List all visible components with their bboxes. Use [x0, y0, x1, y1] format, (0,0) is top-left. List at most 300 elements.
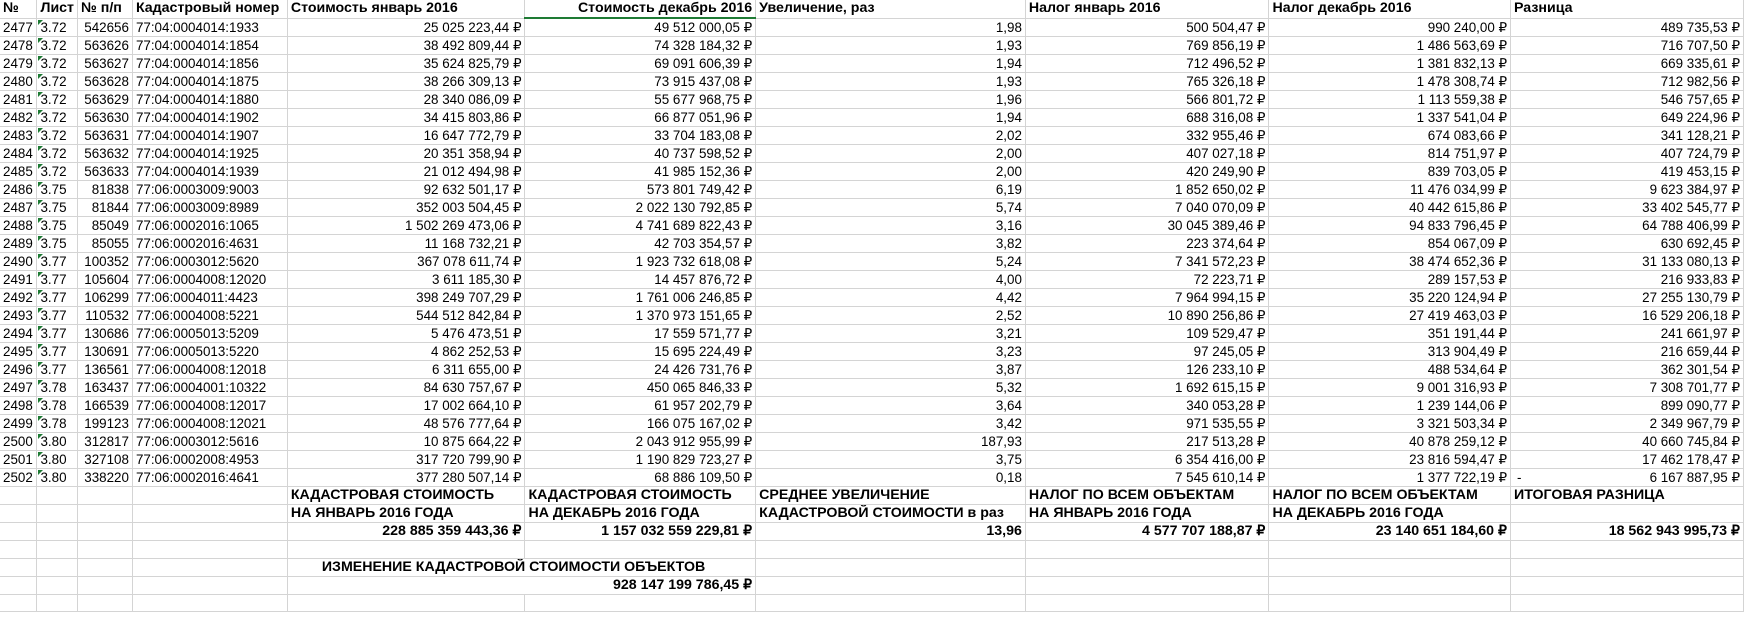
table-cell[interactable]: 126 233,10 ₽ [1025, 361, 1269, 379]
table-cell[interactable]: 77:06:0004008:5221 [132, 307, 287, 325]
table-cell[interactable]: 27 255 130,79 ₽ [1511, 289, 1744, 307]
table-cell[interactable]: 3.77 [37, 325, 78, 343]
table-cell[interactable]: 40 442 615,86 ₽ [1269, 199, 1511, 217]
table-cell[interactable]: 3,87 [756, 361, 1026, 379]
table-cell[interactable]: 55 677 968,75 ₽ [525, 91, 756, 109]
empty-cell[interactable] [78, 541, 133, 559]
table-cell[interactable]: 500 504,47 ₽ [1025, 18, 1269, 37]
empty-cell[interactable] [78, 576, 133, 594]
table-cell[interactable]: 3.78 [37, 415, 78, 433]
table-cell[interactable]: 3.72 [37, 163, 78, 181]
table-cell[interactable]: 327108 [78, 451, 133, 469]
table-cell[interactable]: 6 354 416,00 ₽ [1025, 451, 1269, 469]
empty-cell[interactable] [525, 594, 756, 612]
table-cell[interactable]: 77:06:0005013:5209 [132, 325, 287, 343]
change-label[interactable]: ИЗМЕНЕНИЕ КАДАСТРОВОЙ СТОИМОСТИ ОБЪЕКТОВ [287, 558, 755, 576]
table-cell[interactable]: 3.77 [37, 253, 78, 271]
summary-value[interactable]: 228 885 359 443,36 ₽ [287, 523, 525, 541]
header-cell[interactable]: Разница [1511, 0, 1744, 18]
table-cell[interactable]: 1 923 732 618,08 ₽ [525, 253, 756, 271]
empty-cell[interactable] [756, 594, 1026, 612]
table-cell[interactable]: 77:04:0004014:1907 [132, 127, 287, 145]
summary-value[interactable]: 13,96 [756, 523, 1026, 541]
table-cell[interactable]: 712 982,56 ₽ [1511, 73, 1744, 91]
table-cell[interactable] [1511, 469, 1744, 487]
table-cell[interactable]: 542656 [78, 18, 133, 37]
table-cell[interactable]: 649 224,96 ₽ [1511, 109, 1744, 127]
table-cell[interactable]: 4 741 689 822,43 ₽ [525, 217, 756, 235]
table-cell[interactable]: 3.72 [37, 37, 78, 55]
table-cell[interactable]: 3.77 [37, 307, 78, 325]
empty-cell[interactable] [37, 523, 78, 541]
summary-value[interactable]: 23 140 651 184,60 ₽ [1269, 523, 1511, 541]
table-cell[interactable]: 11 168 732,21 ₽ [287, 235, 525, 253]
table-cell[interactable]: 33 704 183,08 ₽ [525, 127, 756, 145]
table-cell[interactable]: 25 025 223,44 ₽ [287, 18, 525, 37]
table-cell[interactable]: 66 877 051,96 ₽ [525, 109, 756, 127]
empty-cell[interactable] [37, 558, 78, 576]
table-cell[interactable]: 2492 [0, 289, 37, 307]
table-cell[interactable]: 4,00 [756, 271, 1026, 289]
table-cell[interactable]: 21 012 494,98 ₽ [287, 163, 525, 181]
summary-label[interactable]: НА ЯНВАРЬ 2016 ГОДА [1025, 505, 1269, 523]
empty-cell[interactable] [78, 523, 133, 541]
table-cell[interactable]: 2,52 [756, 307, 1026, 325]
table-cell[interactable]: 14 457 876,72 ₽ [525, 271, 756, 289]
empty-cell[interactable] [287, 594, 525, 612]
empty-cell[interactable] [132, 505, 287, 523]
table-cell[interactable]: 41 985 152,36 ₽ [525, 163, 756, 181]
table-cell[interactable]: 73 915 437,08 ₽ [525, 73, 756, 91]
table-cell[interactable]: 1 761 006 246,85 ₽ [525, 289, 756, 307]
table-cell[interactable]: 489 735,53 ₽ [1511, 18, 1744, 37]
table-cell[interactable]: 64 788 406,99 ₽ [1511, 217, 1744, 235]
table-cell[interactable]: 2483 [0, 127, 37, 145]
table-cell[interactable]: 2495 [0, 343, 37, 361]
table-cell[interactable]: 100352 [78, 253, 133, 271]
table-cell[interactable]: 109 529,47 ₽ [1025, 325, 1269, 343]
table-cell[interactable]: 17 462 178,47 ₽ [1511, 451, 1744, 469]
table-cell[interactable]: 217 513,28 ₽ [1025, 433, 1269, 451]
table-cell[interactable]: 899 090,77 ₽ [1511, 397, 1744, 415]
table-cell[interactable]: 2479 [0, 55, 37, 73]
table-cell[interactable]: 2496 [0, 361, 37, 379]
table-cell[interactable]: 77:06:0003009:8989 [132, 199, 287, 217]
table-cell[interactable]: 40 737 598,52 ₽ [525, 145, 756, 163]
summary-label[interactable]: НА ДЕКАБРЬ 2016 ГОДА [525, 505, 756, 523]
table-cell[interactable]: 2484 [0, 145, 37, 163]
table-cell[interactable]: 2 349 967,79 ₽ [1511, 415, 1744, 433]
header-cell[interactable]: Стоимость январь 2016 [287, 0, 525, 18]
table-cell[interactable]: 716 707,50 ₽ [1511, 37, 1744, 55]
summary-value[interactable]: 4 577 707 188,87 ₽ [1025, 523, 1269, 541]
empty-cell[interactable] [1511, 558, 1744, 576]
table-cell[interactable]: 563631 [78, 127, 133, 145]
table-cell[interactable]: 313 904,49 ₽ [1269, 343, 1511, 361]
table-cell[interactable]: 5,24 [756, 253, 1026, 271]
table-cell[interactable]: 3.72 [37, 55, 78, 73]
table-cell[interactable]: 68 886 109,50 ₽ [525, 469, 756, 487]
table-cell[interactable]: 1,94 [756, 109, 1026, 127]
header-cell[interactable]: Налог декабрь 2016 [1269, 0, 1511, 18]
table-cell[interactable]: 1,93 [756, 37, 1026, 55]
table-cell[interactable]: 9 001 316,93 ₽ [1269, 379, 1511, 397]
empty-cell[interactable] [0, 541, 37, 559]
table-cell[interactable]: 3.72 [37, 109, 78, 127]
table-cell[interactable]: 81844 [78, 199, 133, 217]
table-cell[interactable]: 407 027,18 ₽ [1025, 145, 1269, 163]
table-cell[interactable]: 27 419 463,03 ₽ [1269, 307, 1511, 325]
table-cell[interactable]: 3.77 [37, 271, 78, 289]
table-cell[interactable]: 6 311 655,00 ₽ [287, 361, 525, 379]
table-cell[interactable]: 1 692 615,15 ₽ [1025, 379, 1269, 397]
header-cell[interactable]: Лист [37, 0, 78, 18]
header-cell[interactable]: Стоимость декабрь 2016 [525, 0, 756, 18]
table-cell[interactable]: 17 002 664,10 ₽ [287, 397, 525, 415]
table-cell[interactable]: 77:06:0004008:12021 [132, 415, 287, 433]
table-cell[interactable]: 38 266 309,13 ₽ [287, 73, 525, 91]
table-cell[interactable]: 450 065 846,33 ₽ [525, 379, 756, 397]
table-cell[interactable]: 2482 [0, 109, 37, 127]
table-cell[interactable]: 7 040 070,09 ₽ [1025, 199, 1269, 217]
table-cell[interactable]: 1 337 541,04 ₽ [1269, 109, 1511, 127]
table-cell[interactable]: 77:04:0004014:1856 [132, 55, 287, 73]
summary-value[interactable]: 18 562 943 995,73 ₽ [1511, 523, 1744, 541]
table-cell[interactable]: 2489 [0, 235, 37, 253]
table-cell[interactable]: 23 816 594,47 ₽ [1269, 451, 1511, 469]
table-cell[interactable]: 10 890 256,86 ₽ [1025, 307, 1269, 325]
table-cell[interactable]: 5,74 [756, 199, 1026, 217]
table-cell[interactable]: 77:06:0004008:12020 [132, 271, 287, 289]
table-cell[interactable]: 49 512 000,05 ₽ [525, 18, 756, 37]
table-cell[interactable]: 85055 [78, 235, 133, 253]
empty-cell[interactable] [132, 558, 287, 576]
table-cell[interactable]: 289 157,53 ₽ [1269, 271, 1511, 289]
empty-cell[interactable] [1025, 558, 1269, 576]
table-cell[interactable]: 106299 [78, 289, 133, 307]
empty-cell[interactable] [525, 541, 756, 559]
summary-label[interactable]: ИТОГОВАЯ РАЗНИЦА [1511, 487, 1744, 505]
table-cell[interactable]: 2 022 130 792,85 ₽ [525, 199, 756, 217]
table-cell[interactable]: 77:06:0002016:4641 [132, 469, 287, 487]
empty-cell[interactable] [37, 505, 78, 523]
table-cell[interactable]: 130686 [78, 325, 133, 343]
table-cell[interactable]: 563632 [78, 145, 133, 163]
table-cell[interactable]: 2501 [0, 451, 37, 469]
empty-cell[interactable] [1269, 558, 1511, 576]
table-cell[interactable]: 38 474 652,36 ₽ [1269, 253, 1511, 271]
table-cell[interactable]: 2,00 [756, 145, 1026, 163]
empty-cell[interactable] [756, 576, 1026, 594]
table-cell[interactable]: 77:04:0004014:1933 [132, 18, 287, 37]
table-cell[interactable]: 77:04:0004014:1925 [132, 145, 287, 163]
summary-label[interactable]: НА ДЕКАБРЬ 2016 ГОДА [1269, 505, 1511, 523]
table-cell[interactable]: 419 453,15 ₽ [1511, 163, 1744, 181]
table-cell[interactable]: 332 955,46 ₽ [1025, 127, 1269, 145]
table-cell[interactable]: 7 308 701,77 ₽ [1511, 379, 1744, 397]
table-cell[interactable]: 367 078 611,74 ₽ [287, 253, 525, 271]
table-cell[interactable]: 352 003 504,45 ₽ [287, 199, 525, 217]
table-cell[interactable]: 5,32 [756, 379, 1026, 397]
table-cell[interactable]: 17 559 571,77 ₽ [525, 325, 756, 343]
empty-cell[interactable] [0, 576, 37, 594]
table-cell[interactable]: 2 043 912 955,99 ₽ [525, 433, 756, 451]
table-cell[interactable]: 4,42 [756, 289, 1026, 307]
table-cell[interactable]: 28 340 086,09 ₽ [287, 91, 525, 109]
table-cell[interactable]: 3.72 [37, 73, 78, 91]
table-cell[interactable]: 3.72 [37, 145, 78, 163]
table-cell[interactable]: 2494 [0, 325, 37, 343]
table-cell[interactable]: 854 067,09 ₽ [1269, 235, 1511, 253]
empty-cell[interactable] [78, 505, 133, 523]
table-cell[interactable]: 630 692,45 ₽ [1511, 235, 1744, 253]
table-cell[interactable]: 2478 [0, 37, 37, 55]
summary-label[interactable]: КАДАСТРОВАЯ СТОИМОСТЬ [525, 487, 756, 505]
table-cell[interactable]: 85049 [78, 217, 133, 235]
empty-cell[interactable] [756, 541, 1026, 559]
table-cell[interactable]: 11 476 034,99 ₽ [1269, 181, 1511, 199]
empty-cell[interactable] [1511, 541, 1744, 559]
empty-cell[interactable] [78, 594, 133, 612]
table-cell[interactable]: 1,94 [756, 55, 1026, 73]
table-cell[interactable]: 566 801,72 ₽ [1025, 91, 1269, 109]
table-cell[interactable]: 2481 [0, 91, 37, 109]
table-cell[interactable]: 97 245,05 ₽ [1025, 343, 1269, 361]
table-cell[interactable]: 38 492 809,44 ₽ [287, 37, 525, 55]
empty-cell[interactable] [132, 576, 287, 594]
empty-cell[interactable] [37, 576, 78, 594]
table-cell[interactable]: 7 545 610,14 ₽ [1025, 469, 1269, 487]
table-cell[interactable]: 377 280 507,14 ₽ [287, 469, 525, 487]
table-cell[interactable]: 20 351 358,94 ₽ [287, 145, 525, 163]
summary-label[interactable]: НА ЯНВАРЬ 2016 ГОДА [287, 505, 525, 523]
table-cell[interactable]: 74 328 184,32 ₽ [525, 37, 756, 55]
table-cell[interactable]: 2488 [0, 217, 37, 235]
table-cell[interactable]: 1,98 [756, 18, 1026, 37]
table-cell[interactable]: 84 630 757,67 ₽ [287, 379, 525, 397]
table-cell[interactable]: 420 249,90 ₽ [1025, 163, 1269, 181]
table-cell[interactable]: 42 703 354,57 ₽ [525, 235, 756, 253]
table-cell[interactable]: 573 801 749,42 ₽ [525, 181, 756, 199]
table-cell[interactable]: 216 659,44 ₽ [1511, 343, 1744, 361]
table-cell[interactable]: 77:06:0002008:4953 [132, 451, 287, 469]
table-cell[interactable]: 338220 [78, 469, 133, 487]
table-cell[interactable]: 77:04:0004014:1880 [132, 91, 287, 109]
table-cell[interactable]: 2486 [0, 181, 37, 199]
empty-cell[interactable] [0, 523, 37, 541]
table-cell[interactable]: 77:06:0002016:1065 [132, 217, 287, 235]
table-cell[interactable]: 199123 [78, 415, 133, 433]
table-cell[interactable]: 1 370 973 151,65 ₽ [525, 307, 756, 325]
table-cell[interactable]: 77:04:0004014:1854 [132, 37, 287, 55]
table-cell[interactable]: 6,19 [756, 181, 1026, 199]
table-cell[interactable]: 3.75 [37, 199, 78, 217]
table-cell[interactable]: 10 875 664,22 ₽ [287, 433, 525, 451]
table-cell[interactable]: 3,23 [756, 343, 1026, 361]
table-cell[interactable]: 3.80 [37, 433, 78, 451]
table-cell[interactable]: 61 957 202,79 ₽ [525, 397, 756, 415]
table-cell[interactable]: 3.78 [37, 379, 78, 397]
table-cell[interactable]: 3 611 185,30 ₽ [287, 271, 525, 289]
table-cell[interactable]: 77:06:0004008:12018 [132, 361, 287, 379]
table-cell[interactable]: 15 695 224,49 ₽ [525, 343, 756, 361]
table-cell[interactable]: 3,21 [756, 325, 1026, 343]
table-cell[interactable]: 30 045 389,46 ₽ [1025, 217, 1269, 235]
table-cell[interactable]: 669 335,61 ₽ [1511, 55, 1744, 73]
empty-cell[interactable] [1269, 541, 1511, 559]
table-cell[interactable]: 2,00 [756, 163, 1026, 181]
table-cell[interactable]: 563629 [78, 91, 133, 109]
empty-cell[interactable] [132, 487, 287, 505]
table-cell[interactable]: 341 128,21 ₽ [1511, 127, 1744, 145]
table-cell[interactable]: 9 623 384,97 ₽ [1511, 181, 1744, 199]
table-cell[interactable]: 1 486 563,69 ₽ [1269, 37, 1511, 55]
summary-label[interactable]: СРЕДНЕЕ УВЕЛИЧЕНИЕ [756, 487, 1026, 505]
table-cell[interactable]: 2490 [0, 253, 37, 271]
table-cell[interactable]: 3.80 [37, 451, 78, 469]
table-cell[interactable]: 216 933,83 ₽ [1511, 271, 1744, 289]
table-cell[interactable]: 765 326,18 ₽ [1025, 73, 1269, 91]
header-cell[interactable]: № п/п [78, 0, 133, 18]
table-cell[interactable]: 3.75 [37, 181, 78, 199]
header-cell[interactable]: Налог январь 2016 [1025, 0, 1269, 18]
table-cell[interactable]: 1 852 650,02 ₽ [1025, 181, 1269, 199]
table-cell[interactable]: 2493 [0, 307, 37, 325]
table-cell[interactable]: 241 661,97 ₽ [1511, 325, 1744, 343]
empty-cell[interactable] [0, 505, 37, 523]
table-cell[interactable]: 77:06:0004011:4423 [132, 289, 287, 307]
table-cell[interactable]: 136561 [78, 361, 133, 379]
table-cell[interactable]: 839 703,05 ₽ [1269, 163, 1511, 181]
table-cell[interactable]: 563627 [78, 55, 133, 73]
table-cell[interactable]: 187,93 [756, 433, 1026, 451]
table-cell[interactable]: 1,93 [756, 73, 1026, 91]
table-cell[interactable]: 814 751,97 ₽ [1269, 145, 1511, 163]
table-cell[interactable]: 33 402 545,77 ₽ [1511, 199, 1744, 217]
summary-label[interactable]: НАЛОГ ПО ВСЕМ ОБЪЕКТАМ [1269, 487, 1511, 505]
table-cell[interactable]: 2497 [0, 379, 37, 397]
table-cell[interactable]: 77:04:0004014:1875 [132, 73, 287, 91]
table-cell[interactable]: 3 321 503,34 ₽ [1269, 415, 1511, 433]
table-cell[interactable]: 7 964 994,15 ₽ [1025, 289, 1269, 307]
table-cell[interactable]: 3.77 [37, 361, 78, 379]
table-cell[interactable]: 24 426 731,76 ₽ [525, 361, 756, 379]
table-cell[interactable]: 2485 [0, 163, 37, 181]
header-cell[interactable]: Кадастровый номер [132, 0, 287, 18]
header-cell[interactable]: Увеличение, раз [756, 0, 1026, 18]
empty-cell[interactable] [132, 523, 287, 541]
empty-cell[interactable] [132, 541, 287, 559]
table-cell[interactable]: 2499 [0, 415, 37, 433]
table-cell[interactable]: 81838 [78, 181, 133, 199]
table-cell[interactable]: 77:04:0004014:1902 [132, 109, 287, 127]
table-cell[interactable]: 4 862 252,53 ₽ [287, 343, 525, 361]
summary-label[interactable]: НАЛОГ ПО ВСЕМ ОБЪЕКТАМ [1025, 487, 1269, 505]
header-cell[interactable]: № [0, 0, 37, 18]
table-cell[interactable]: 77:04:0004014:1939 [132, 163, 287, 181]
table-cell[interactable]: 40 660 745,84 ₽ [1511, 433, 1744, 451]
table-cell[interactable]: 563633 [78, 163, 133, 181]
table-cell[interactable]: 5 476 473,51 ₽ [287, 325, 525, 343]
table-cell[interactable]: 488 534,64 ₽ [1269, 361, 1511, 379]
table-cell[interactable]: 1 190 829 723,27 ₽ [525, 451, 756, 469]
table-cell[interactable]: 563626 [78, 37, 133, 55]
empty-cell[interactable] [37, 541, 78, 559]
empty-cell[interactable] [1025, 576, 1269, 594]
table-cell[interactable]: 77:06:0003012:5620 [132, 253, 287, 271]
empty-cell[interactable] [0, 594, 37, 612]
table-cell[interactable]: 3,75 [756, 451, 1026, 469]
table-cell[interactable]: 688 316,08 ₽ [1025, 109, 1269, 127]
table-cell[interactable]: 72 223,71 ₽ [1025, 271, 1269, 289]
empty-cell[interactable] [1511, 594, 1744, 612]
table-cell[interactable]: 712 496,52 ₽ [1025, 55, 1269, 73]
table-cell[interactable]: 3.80 [37, 469, 78, 487]
table-cell[interactable]: 2491 [0, 271, 37, 289]
empty-cell[interactable] [1025, 594, 1269, 612]
table-cell[interactable]: 362 301,54 ₽ [1511, 361, 1744, 379]
empty-cell[interactable] [287, 541, 525, 559]
empty-cell[interactable] [78, 558, 133, 576]
table-cell[interactable]: 0,18 [756, 469, 1026, 487]
table-cell[interactable]: 1 478 308,74 ₽ [1269, 73, 1511, 91]
table-cell[interactable]: 35 220 124,94 ₽ [1269, 289, 1511, 307]
table-cell[interactable]: 3,42 [756, 415, 1026, 433]
table-cell[interactable]: 16 647 772,79 ₽ [287, 127, 525, 145]
table-cell[interactable]: 105604 [78, 271, 133, 289]
table-cell[interactable]: 34 415 803,86 ₽ [287, 109, 525, 127]
change-value[interactable]: 928 147 199 786,45 ₽ [287, 576, 755, 594]
table-cell[interactable]: 971 535,55 ₽ [1025, 415, 1269, 433]
table-cell[interactable]: 317 720 799,90 ₽ [287, 451, 525, 469]
table-cell[interactable]: 3.72 [37, 91, 78, 109]
table-cell[interactable]: 77:06:0005013:5220 [132, 343, 287, 361]
table-cell[interactable]: 166 075 167,02 ₽ [525, 415, 756, 433]
table-cell[interactable]: 2480 [0, 73, 37, 91]
table-cell[interactable]: 94 833 796,45 ₽ [1269, 217, 1511, 235]
table-cell[interactable]: 3.75 [37, 235, 78, 253]
table-cell[interactable]: 674 083,66 ₽ [1269, 127, 1511, 145]
table-cell[interactable]: 163437 [78, 379, 133, 397]
table-cell[interactable]: 48 576 777,64 ₽ [287, 415, 525, 433]
empty-cell[interactable] [1511, 505, 1744, 523]
table-cell[interactable]: 769 856,19 ₽ [1025, 37, 1269, 55]
table-cell[interactable]: 110532 [78, 307, 133, 325]
table-cell[interactable]: 35 624 825,79 ₽ [287, 55, 525, 73]
table-cell[interactable]: 1 377 722,19 ₽ [1269, 469, 1511, 487]
table-cell[interactable]: 544 512 842,84 ₽ [287, 307, 525, 325]
table-cell[interactable]: 990 240,00 ₽ [1269, 18, 1511, 37]
table-cell[interactable]: 69 091 606,39 ₽ [525, 55, 756, 73]
table-cell[interactable]: 223 374,64 ₽ [1025, 235, 1269, 253]
table-cell[interactable]: 563630 [78, 109, 133, 127]
empty-cell[interactable] [0, 487, 37, 505]
table-cell[interactable]: 2500 [0, 433, 37, 451]
empty-cell[interactable] [37, 594, 78, 612]
table-cell[interactable]: 2502 [0, 469, 37, 487]
table-cell[interactable]: 3,82 [756, 235, 1026, 253]
table-cell[interactable]: 340 053,28 ₽ [1025, 397, 1269, 415]
table-cell[interactable]: 398 249 707,29 ₽ [287, 289, 525, 307]
table-cell[interactable]: 3,64 [756, 397, 1026, 415]
empty-cell[interactable] [0, 558, 37, 576]
empty-cell[interactable] [78, 487, 133, 505]
table-cell[interactable]: 16 529 206,18 ₽ [1511, 307, 1744, 325]
table-cell[interactable]: 3.77 [37, 289, 78, 307]
table-cell[interactable]: 31 133 080,13 ₽ [1511, 253, 1744, 271]
empty-cell[interactable] [37, 487, 78, 505]
table-cell[interactable]: 3,16 [756, 217, 1026, 235]
